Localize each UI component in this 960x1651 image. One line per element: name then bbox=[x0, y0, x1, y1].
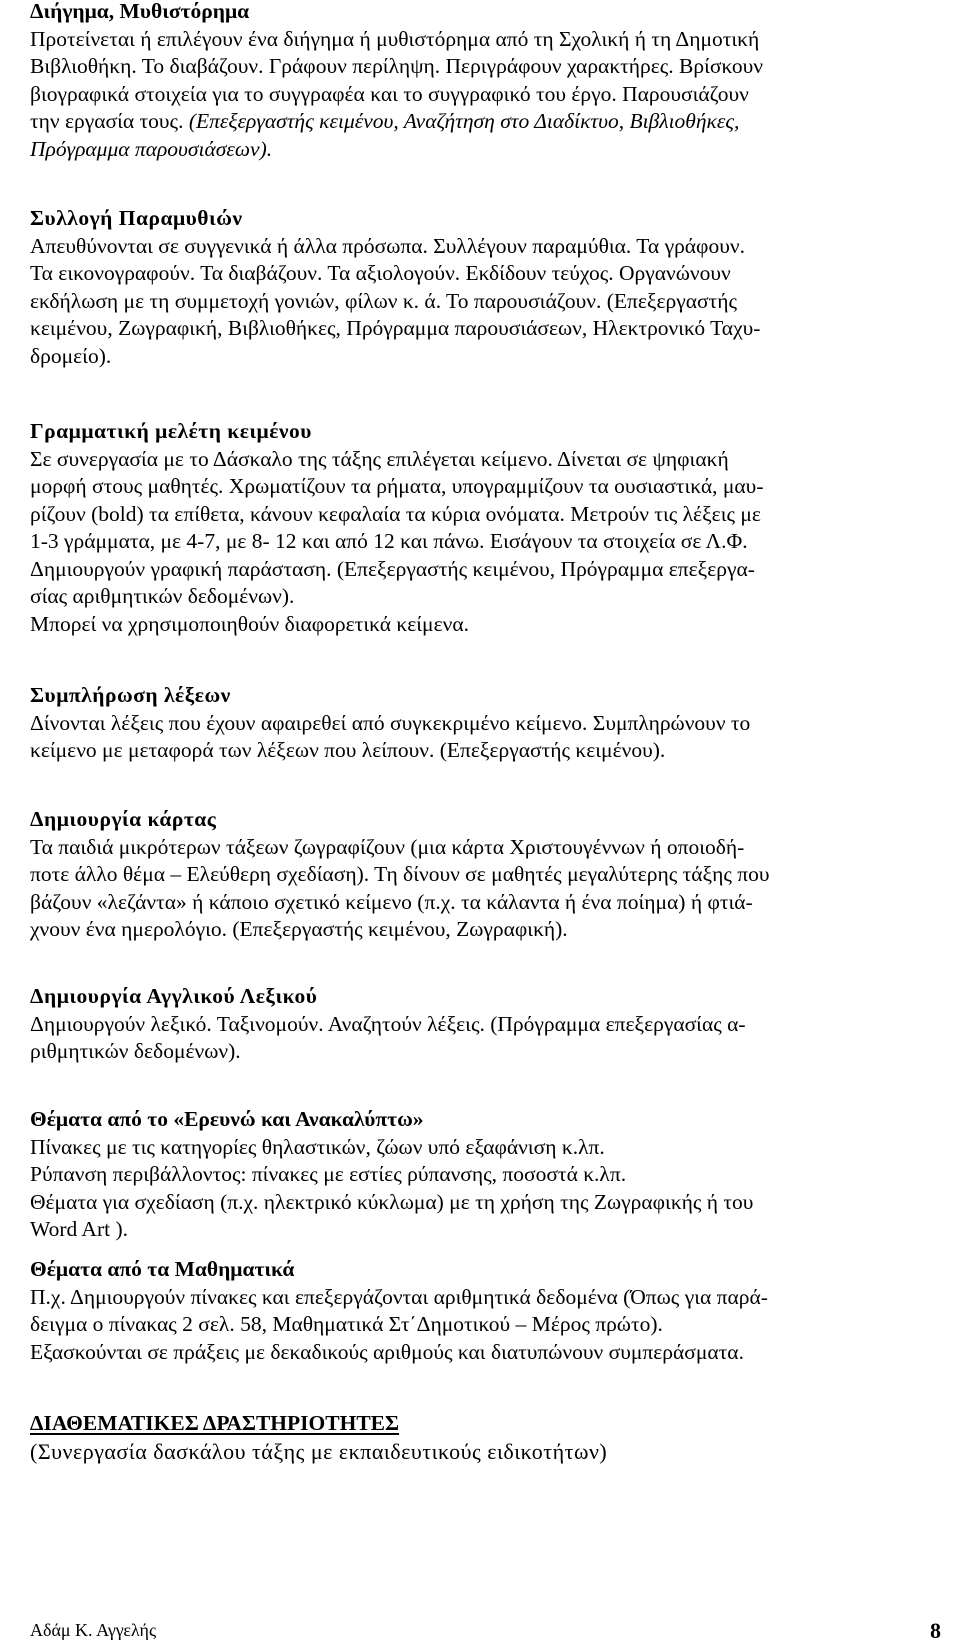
section-explore-discover bbox=[30, 1106, 948, 1244]
paragraph-line: Δημιουργούν γραφική παράσταση. (Επεξεργαστής κειμένου, Πρόγραμμα επεξεργα- bbox=[30, 556, 755, 581]
paragraph-line: (Συνεργασία δασκάλου τάξης με εκπαιδευτικούς ειδικοτήτων) bbox=[30, 1438, 608, 1464]
paragraph-line: 1-3 γράμματα, με 4-7, με 8- 12 και από 12 και πάνω. Εισάγουν τα στοιχεία σε Λ.Φ. bbox=[30, 529, 748, 553]
paragraph-line bbox=[30, 108, 948, 136]
paragraph-line: Προτείνεται ή επιλέγουν ένα διήγημα ή μυθιστόρημα από τη Σχολική ή τη Δημοτική bbox=[30, 26, 760, 51]
paragraph-line: Ρύπανση περιβάλλοντος: πίνακες με εστίες ρύπανσης, ποσοστά κ.λπ. bbox=[30, 1162, 627, 1186]
paragraph-line: Βιβλιοθήκη. Το διαβάζουν. Γράφουν περίληψη. Περιγράφουν χαρακτήρες. Βρίσκουν bbox=[30, 54, 763, 78]
paragraph-line: Δημιουργούν λεξικό. Ταξινομούν. Αναζητούν λέξεις. (Πρόγραμμα επεξεργασίας α- bbox=[30, 1011, 746, 1036]
section-novel bbox=[30, 0, 948, 163]
paragraph-line: Π.χ. Δημιουργούν πίνακες και επεξεργάζονται αριθμητικά δεδομένα (Όπως για παρά- bbox=[30, 1284, 768, 1309]
paragraph-line: Πρόγραμμα παρουσιάσεων). bbox=[30, 136, 273, 161]
section-cross-curricular bbox=[30, 1410, 948, 1465]
page-number: 8 bbox=[930, 1618, 941, 1643]
section-heading: Δημιουργία Αγγλικού Λεξικού bbox=[30, 984, 318, 1008]
paragraph-line: Μπορεί να χρησιμοποιηθούν διαφορετικά κείμενα. bbox=[30, 611, 469, 636]
paragraph-line: Δίνονται λέξεις που έχουν αφαιρεθεί από συγκεκριμένο κείμενο. Συμπληρώνουν το bbox=[30, 710, 751, 735]
section-heading: Διήγημα, Μυθιστόρημα bbox=[30, 0, 250, 23]
paragraph-line: χνουν ένα ημερολόγιο. (Επεξεργαστής κειμένου, Ζωγραφική). bbox=[30, 917, 568, 941]
section-heading: Δημιουργία κάρτας bbox=[30, 807, 217, 831]
paragraph-line: ρίζουν (bold) τα επίθετα, κάνουν κεφαλαία τα κύρια ονόματα. Μετρούν τις λέξεις με bbox=[30, 501, 761, 526]
paragraph-line: σίας αριθμητικών δεδομένων). bbox=[30, 584, 295, 608]
paragraph-line: βιογραφικά στοιχεία για το συγγραφέα και το συγγραφικό του έργο. Παρουσιάζουν bbox=[30, 81, 749, 106]
paragraph-line: Πίνακες με τις κατηγορίες θηλαστικών, ζώων υπό εξαφάνιση κ.λπ. bbox=[30, 1134, 605, 1159]
section-word-completion bbox=[30, 682, 948, 765]
section-mathematics bbox=[30, 1256, 948, 1366]
section-heading: ΔΙΑΘΕΜΑΤΙΚΕΣ ΔΡΑΣΤΗΡΙΟΤΗΤΕΣ bbox=[30, 1411, 400, 1435]
paragraph-line: δρομείο). bbox=[30, 343, 112, 368]
paragraph-line: Απευθύνονται σε συγγενικά ή άλλα πρόσωπα. Συλλέγουν παραμύθια. Τα γράφουν. bbox=[30, 233, 745, 258]
section-heading: Θέματα από τα Μαθηματικά bbox=[30, 1257, 295, 1281]
paragraph-line: κειμένου, Ζωγραφική, Βιβλιοθήκες, Πρόγραμμα παρουσιάσεων, Ηλεκτρονικό Ταχυ- bbox=[30, 316, 761, 340]
section-english-dictionary bbox=[30, 983, 948, 1066]
section-heading: Γραμματική μελέτη κειμένου bbox=[30, 419, 312, 443]
paragraph-line: Εξασκούνται σε πράξεις με δεκαδικούς αριθμούς και διατυπώνουν συμπεράσματα. bbox=[30, 1339, 744, 1364]
paragraph-line: ριθμητικών δεδομένων). bbox=[30, 1039, 241, 1063]
section-grammar-study bbox=[30, 418, 948, 638]
section-fairytales bbox=[30, 205, 948, 370]
paragraph-line: Word Art ). bbox=[30, 1217, 128, 1241]
paragraph-line: βάζουν «λεζάντα» ή κάποιο σχετικό κείμενο (π.χ. τα κάλαντα ή ένα ποίημα) ή φτιά- bbox=[30, 889, 753, 914]
paragraph-line: Τα παιδιά μικρότερων τάξεων ζωγραφίζουν (μια κάρτα Χριστουγέννων ή οποιοδή- bbox=[30, 834, 745, 859]
section-heading: Συμπλήρωση λέξεων bbox=[30, 683, 231, 707]
paragraph-line: δειγμα ο πίνακας 2 σελ. 58, Μαθηματικά Στ΄Δημοτικού – Μέρος πρώτο). bbox=[30, 1312, 663, 1336]
paragraph-line: ποτε άλλο θέμα – Ελεύθερη σχεδίαση). Τη δίνουν σε μαθητές μεγαλύτερης τάξης που bbox=[30, 862, 770, 886]
paragraph-line: μορφή στους μαθητές. Χρωματίζουν τα ρήματα, υπογραμμίζουν τα ουσιαστικά, μαυ- bbox=[30, 474, 764, 498]
section-heading: Συλλογή Παραμυθιών bbox=[30, 206, 243, 230]
paragraph-line: Σε συνεργασία με το Δάσκαλο της τάξης επιλέγεται κείμενο. Δίνεται σε ψηφιακή bbox=[30, 446, 729, 471]
paragraph-line: κείμενο με μεταφορά των λέξεων που λείπουν. (Επεξεργαστής κειμένου). bbox=[30, 738, 666, 762]
section-heading: Θέματα από το «Ερευνώ και Ανακαλύπτω» bbox=[30, 1107, 424, 1131]
section-card-creation bbox=[30, 806, 948, 944]
paragraph-line: Θέματα για σχεδίαση (π.χ. ηλεκτρικό κύκλωμα) με τη χρήση της Ζωγραφικής ή του bbox=[30, 1189, 754, 1214]
footer-author: Αδάμ Κ. Αγγελής bbox=[30, 1620, 157, 1640]
paragraph-line: Τα εικονογραφούν. Τα διαβάζουν. Τα αξιολογούν. Εκδίδουν τεύχος. Οργανώνουν bbox=[30, 261, 731, 285]
paragraph-line-text: την εργασία τους. (Επεξεργαστής κειμένου, Αναζήτηση στο Διαδίκτυο, Βιβλιοθήκες, bbox=[30, 109, 740, 133]
paragraph-line: εκδήλωση με τη συμμετοχή γονιών, φίλων κ. ά. Το παρουσιάζουν. (Επεξεργαστής bbox=[30, 288, 737, 313]
